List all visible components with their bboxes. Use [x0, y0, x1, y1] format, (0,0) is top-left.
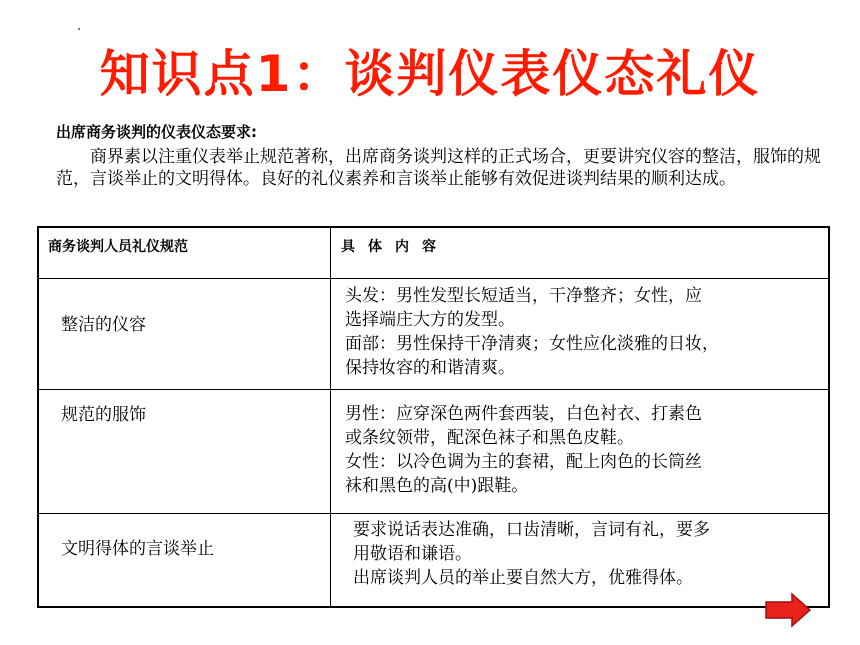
- table-row-category: 整洁的仪容: [61, 315, 146, 335]
- table-row-category: 规范的服饰: [61, 405, 146, 425]
- content-line: 选择端庄大方的发型。: [345, 310, 515, 330]
- etiquette-table: [37, 226, 830, 608]
- content-line: 女性：以冷色调为主的套裙，配上肉色的长筒丝: [345, 452, 702, 472]
- content-line: 保持妆容的和谐清爽。: [345, 358, 515, 378]
- intro-text: 商界素以注重仪表举止规范著称，出席商务谈判这样的正式场合，更要讲究仪容的整洁，服饰的规范，言谈举止的文明得体。良好的礼仪素养和言谈举止能够有效促进谈判结果的顺利达成。: [56, 147, 821, 189]
- content-line: 要求说话表达准确，口齿清晰，言词有礼，要多: [353, 520, 710, 540]
- content-line: 面部：男性保持干净清爽；女性应化淡雅的日妆，: [345, 334, 719, 354]
- column-divider: [330, 228, 331, 606]
- content-line: 头发：男性发型长短适当，干净整齐；女性，应: [345, 286, 702, 306]
- section-heading: 出席商务谈判的仪表仪态要求:: [56, 123, 257, 141]
- table-row-content: [353, 518, 825, 590]
- table-header: [39, 228, 828, 279]
- table-row-content: [345, 402, 817, 498]
- table-row-content: [345, 284, 817, 380]
- table-row-category: 文明得体的言谈举止: [61, 539, 214, 559]
- intro-paragraph: [56, 146, 826, 190]
- header-content: 具体内容: [341, 239, 449, 255]
- right-arrow-icon[interactable]: [764, 592, 812, 628]
- row-divider: [39, 513, 828, 514]
- content-line: 用敬语和谦语。: [353, 544, 472, 564]
- row-divider: [39, 389, 828, 390]
- page-title: 知识点1：谈判仪表仪态礼仪: [99, 45, 761, 103]
- decorative-dot: [78, 28, 80, 30]
- header-category: 商务谈判人员礼仪规范: [48, 239, 188, 255]
- content-line: 或条纹领带，配深色袜子和黑色皮鞋。: [345, 428, 634, 448]
- content-line: 男性：应穿深色两件套西装，白色衬衣、打素色: [345, 404, 702, 424]
- content-line: 出席谈判人员的举止要自然大方，优雅得体。: [353, 568, 693, 588]
- content-line: 袜和黑色的高(中)跟鞋。: [345, 476, 529, 496]
